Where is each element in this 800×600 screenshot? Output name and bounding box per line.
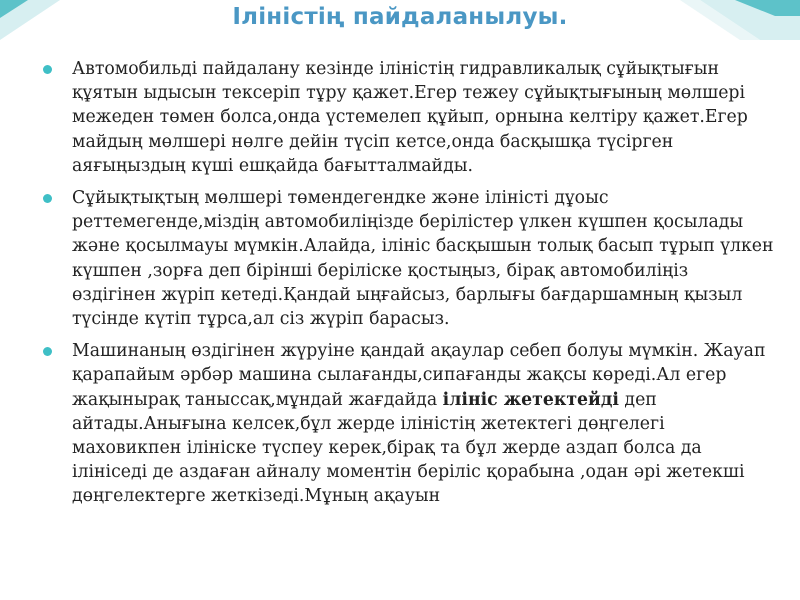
bullet-item-1 xyxy=(40,57,775,178)
bullet-text-start: Машинаның өздiгiнен жүруiне қандай ақаулар себеп болуы мүмкiн. Жауап қарапайым әрбәр машина сылағанды,сипағанды жақсы көредi.Ал егер жақынырақ таныссақ,мұндай жағдайда xyxy=(72,341,766,410)
bullet-dot-icon xyxy=(43,65,52,74)
slide-content xyxy=(40,57,775,600)
bullet-bold-term: iлiнiс жетектейдi xyxy=(442,389,619,410)
bullet-dot-icon xyxy=(43,347,52,356)
slide-title: Ілiнiстiң пайдаланылуы. xyxy=(232,4,568,30)
bullet-text: Сұйықтықтың мөлшерi төмендегендке және iлiнiстi дұоыс реттемегенде,мiздiң автомобилiңiзде берiлiстер үлкен күшпен қосылады және қосылмауы мүмкiн.Алайда, iлiнiс басқышын толық басып тұрып үлкен күшпен ,зорға деп бiрiншi берiлiске қостыңыз, бiрақ автомобилiңiз өздiгiнен жүрiп кетедi.Қандай ыңғайсыз, барлығы бағдаршамның қызыл түсiнде күтiп тұрса,ал сiз жүрiп барасыз. xyxy=(72,188,774,330)
bullet-item-3 xyxy=(40,339,775,508)
bullet-item-2 xyxy=(40,186,775,331)
bullet-list xyxy=(40,57,775,509)
bullet-text-end: деп айтады.Анығына келсек,бұл жерде iлiнiстiң жетектегi дөңгелегi маховикпен iлiнiске түспеу керек,бiрақ та бұл жерде аздап болса да iлiнiседi де аздаған айналу моментiн берiлiс қорабына ,одан әрi жетекшi дөңгелектерге жеткiзедi.Мұның ақауын xyxy=(72,389,745,507)
bullet-text: Автомобильдi пайдалану кезiнде iлiнiстiң гидравликалық сұйықтығын құятын ыдысын тексерiп тұру қажет.Егер тежеу сұйықтығының мөлшерi межеден төмен болса,онда үстемелеп құйып, орнына келтiру қажет.Егер майдың мөлшерi нөлге дейiн түсiп кетсе,онда басқышқа түсiрген аяғыңыздың күшi ешқайда бағытталмайды. xyxy=(72,59,748,176)
bullet-dot-icon xyxy=(43,194,52,203)
